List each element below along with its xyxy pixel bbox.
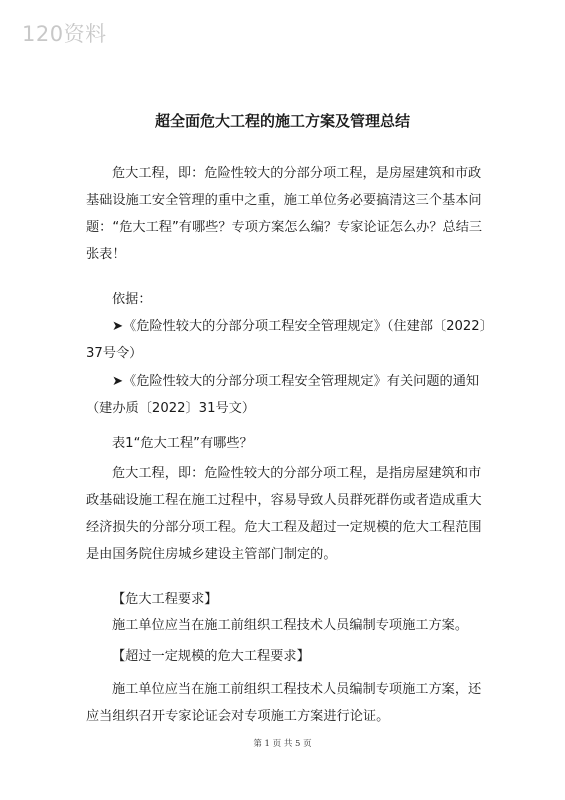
definition-paragraph: 危大工程，即：危险性较大的分部分项工程，是指房屋建筑和市政基础设施工程在施工过程中，容易导致人员群死群伤或者造成重大经济损失的分部分项工程。危大工程及超过一定规模的危大工程范围是由国务院住房城乡建设主管部门制定的。 — [86, 466, 482, 562]
page-footer: 第 1 页 共 5 页 — [253, 739, 312, 749]
watermark: 120资料 — [22, 22, 107, 46]
large-scale-requirement-heading: 【超过一定规模的危大工程要求】 — [112, 649, 310, 664]
reference-1: ➤《危险性较大的分部分项工程安全管理规定》（住建部〔2022〕37号令） — [86, 319, 487, 361]
document-title: 超全面危大工程的施工方案及管理总结 — [154, 112, 410, 130]
intro-paragraph: 危大工程，即：危险性较大的分部分项工程，是房屋建筑和市政基础设施工安全管理的重中之重，施工单位务必要搞清这三个基本问题：“危大工程”有哪些？专项方案怎么编？专家论证怎么办？总结三张表！ — [86, 166, 483, 262]
reference-2: ➤《危险性较大的分部分项工程安全管理规定》有关问题的通知（建办质〔2022〕31号文） — [86, 374, 480, 416]
basis-label: 依据： — [112, 292, 152, 307]
large-scale-requirement-text: 施工单位应当在施工前组织工程技术人员编制专项施工方案，还应当组织召开专家论证会对专项施工方案进行论证。 — [86, 682, 482, 724]
table-1-heading: 表1“危大工程”有哪些？ — [112, 436, 253, 451]
requirement-heading: 【危大工程要求】 — [112, 592, 218, 607]
requirement-text: 施工单位应当在施工前组织工程技术人员编制专项施工方案。 — [112, 618, 469, 633]
